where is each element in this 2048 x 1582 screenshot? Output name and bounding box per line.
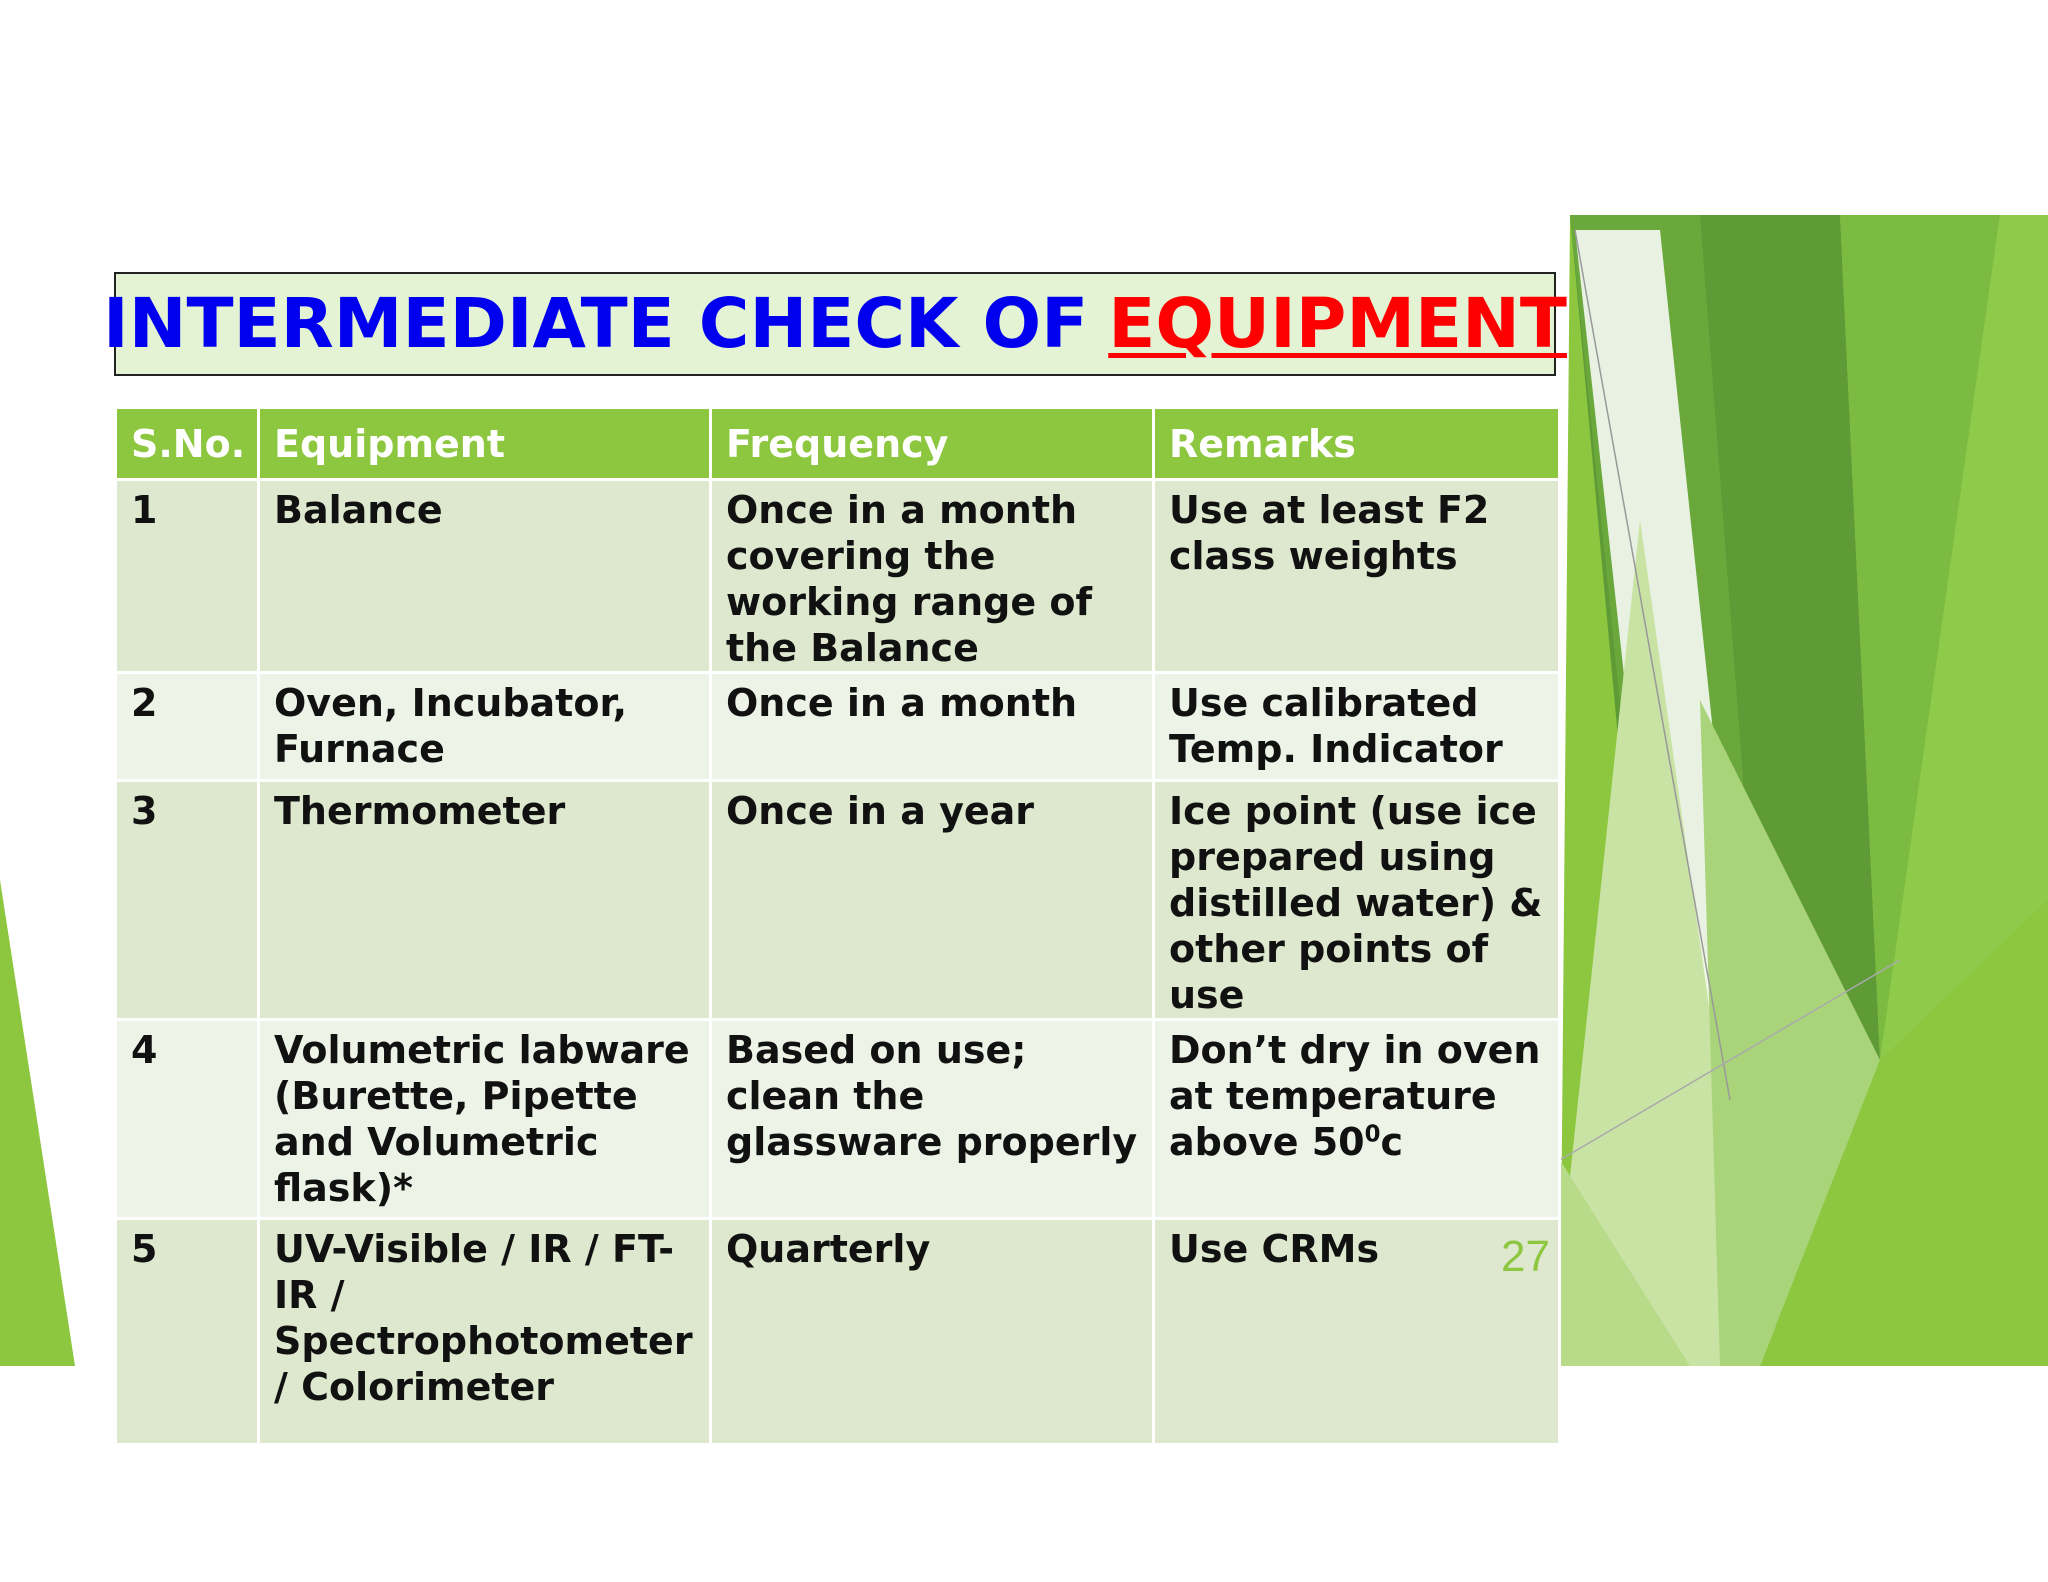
cell-remarks: Use CRMs <box>1154 1219 1560 1445</box>
remarks-text: Don’t dry in oven at temperature above 50 <box>1169 1028 1541 1164</box>
page-number: 27 <box>1501 1232 1550 1281</box>
remarks-superscript: 0 <box>1364 1121 1381 1148</box>
cell-equipment: Volumetric labware (Burette, Pipette and Volumetric flask)* <box>259 1020 711 1219</box>
cell-sno: 1 <box>116 480 259 673</box>
cell-equipment: Oven, Incubator, Furnace <box>259 673 711 781</box>
table-row <box>116 480 1560 673</box>
cell-equipment: Thermometer <box>259 781 711 1020</box>
title-part-1: INTERMEDIATE CHECK OF <box>103 284 1089 364</box>
cell-sno: 4 <box>116 1020 259 1219</box>
table-row <box>116 673 1560 781</box>
table-header-row <box>116 408 1560 480</box>
cell-frequency: Based on use; clean the glassware properly <box>711 1020 1154 1219</box>
table-row <box>116 1020 1560 1219</box>
cell-remarks: Ice point (use ice prepared using distilled water) & other points of use <box>1154 781 1560 1020</box>
table-row <box>116 1219 1560 1445</box>
left-green-triangle <box>0 880 75 1366</box>
header-remarks: Remarks <box>1154 408 1560 480</box>
slide-title <box>103 272 1567 376</box>
cell-equipment: UV-Visible / IR / FT-IR / Spectrophotometer / Colorimeter <box>259 1219 711 1445</box>
header-frequency: Frequency <box>711 408 1154 480</box>
cell-frequency: Once in a year <box>711 781 1154 1020</box>
cell-remarks <box>1154 1020 1560 1219</box>
cell-frequency: Once in a month <box>711 673 1154 781</box>
cell-remarks: Use calibrated Temp. Indicator <box>1154 673 1560 781</box>
table-row <box>116 781 1560 1020</box>
cell-sno: 5 <box>116 1219 259 1445</box>
cell-frequency: Quarterly <box>711 1219 1154 1445</box>
cell-remarks: Use at least F2 class weights <box>1154 480 1560 673</box>
header-sno: S.No. <box>116 408 259 480</box>
header-equipment: Equipment <box>259 408 711 480</box>
equipment-table <box>114 406 1561 1446</box>
remarks-unit: c <box>1380 1120 1404 1164</box>
cell-frequency: Once in a month covering the working range of the Balance <box>711 480 1154 673</box>
title-part-2: EQUIPMENT <box>1108 284 1567 364</box>
cell-sno: 2 <box>116 673 259 781</box>
cell-sno: 3 <box>116 781 259 1020</box>
cell-equipment: Balance <box>259 480 711 673</box>
